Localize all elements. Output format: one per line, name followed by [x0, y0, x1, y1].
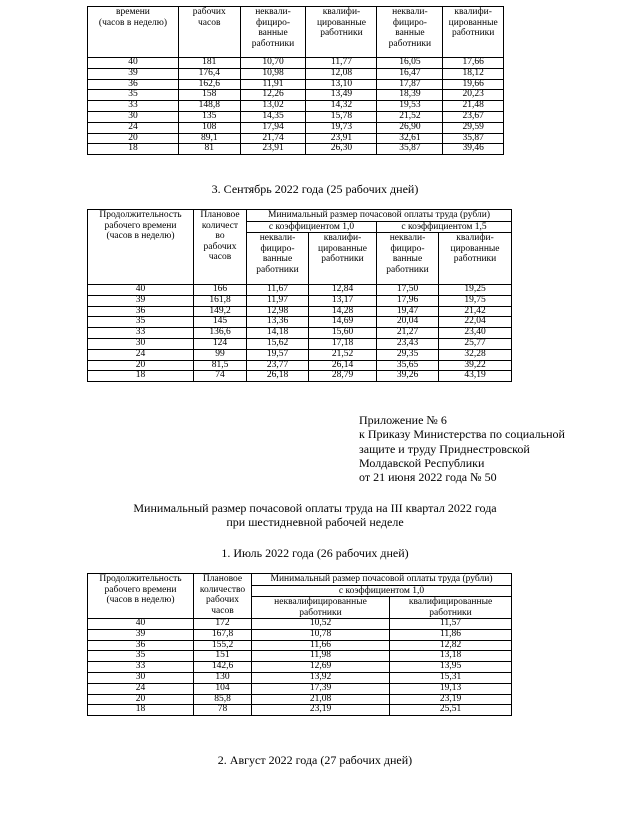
- appendix-note: [359, 413, 599, 484]
- table-row: [88, 79, 504, 90]
- table-cell: 23,19: [390, 694, 512, 705]
- table-cell: 20,23: [443, 90, 504, 101]
- table-cell: 14,28: [309, 306, 377, 317]
- table-row: [88, 349, 512, 360]
- table-cell: 23,77: [247, 360, 309, 371]
- header-coef-1-5: с коэффициентом 1,5: [377, 221, 512, 233]
- table-row: [88, 338, 512, 349]
- table-cell: 104: [194, 683, 252, 694]
- table-cell: 13,92: [252, 672, 390, 683]
- table-cell: 40: [88, 58, 179, 69]
- table-cell: 162,6: [178, 79, 240, 90]
- table-row: [88, 90, 504, 101]
- table-row: [88, 295, 512, 306]
- table-cell: 23,19: [252, 705, 390, 716]
- table-cell: 85,8: [194, 694, 252, 705]
- header-qualified-1: квалифи- цированные работники: [309, 233, 377, 285]
- table-cell: 19,66: [443, 79, 504, 90]
- table-row: [88, 672, 512, 683]
- table-cell: 18: [88, 144, 179, 155]
- table-cell: 30: [88, 111, 179, 122]
- table-july-sixday: [87, 573, 512, 716]
- section-heading-august: 2. Август 2022 года (27 рабочих дней): [217, 753, 413, 767]
- table-cell: 20: [88, 694, 194, 705]
- table-cell: 155,2: [194, 640, 252, 651]
- table-cell: 99: [194, 349, 247, 360]
- table-cell: 135: [178, 111, 240, 122]
- table-cell: 11,91: [240, 79, 306, 90]
- table-cell: 167,8: [194, 629, 252, 640]
- table-cell: 18,39: [377, 90, 443, 101]
- table-cell: 21,48: [443, 101, 504, 112]
- table-cell: 13,18: [390, 651, 512, 662]
- table-cell: 39,22: [439, 360, 512, 371]
- appendix-line: Молдавской Республики: [359, 455, 485, 470]
- table-row: [88, 619, 512, 630]
- table-cell: 21,52: [377, 111, 443, 122]
- table-row: [88, 58, 504, 69]
- table-cell: 17,87: [377, 79, 443, 90]
- table-cell: 176,4: [178, 68, 240, 79]
- table-row: [88, 122, 504, 133]
- table-cell: 12,82: [390, 640, 512, 651]
- table-cell: 20,04: [377, 317, 439, 328]
- table-cell: 43,19: [439, 371, 512, 382]
- table-cell: 30: [88, 672, 194, 683]
- table-cell: 108: [178, 122, 240, 133]
- table-row: [88, 705, 512, 716]
- appendix-line: защите и труду Приднестровской: [359, 441, 530, 456]
- table-cell: 23,91: [306, 133, 377, 144]
- table-cell: 19,75: [439, 295, 512, 306]
- header-hours: рабочих часов: [178, 7, 240, 58]
- header-min-rate: Минимальный размер почасовой оплаты труда (рубли): [252, 574, 512, 586]
- table-cell: 166: [194, 285, 247, 296]
- table-cell: 29,35: [377, 349, 439, 360]
- table-cell: 172: [194, 619, 252, 630]
- header-unqualified-1: неквали- фициро- ванные работники: [240, 7, 306, 58]
- table-cell: 39: [88, 295, 194, 306]
- table-cell: 13,02: [240, 101, 306, 112]
- table-cell: 17,66: [443, 58, 504, 69]
- table-cell: 18: [88, 705, 194, 716]
- appendix-line: к Приказу Министерства по социальной: [359, 427, 565, 442]
- table-row: [88, 360, 512, 371]
- table-cell: 81: [178, 144, 240, 155]
- table-cell: 26,14: [309, 360, 377, 371]
- header-duration: времени (часов в неделю): [88, 7, 179, 58]
- appendix-line: от 21 июня 2022 года № 50: [359, 470, 497, 485]
- table-row: [88, 629, 512, 640]
- table-cell: 151: [194, 651, 252, 662]
- header-unqualified-15: неквали- фициро- ванные работники: [377, 7, 443, 58]
- table-cell: 20: [88, 360, 194, 371]
- table-cell: 145: [194, 317, 247, 328]
- table-cell: 74: [194, 371, 247, 382]
- section-heading-july: 1. Июль 2022 года (26 рабочих дней): [221, 546, 409, 560]
- table-cell: 33: [88, 101, 179, 112]
- table-cell: 35: [88, 651, 194, 662]
- table-cell: 23,91: [240, 144, 306, 155]
- table-cell: 35,87: [377, 144, 443, 155]
- table-cell: 130: [194, 672, 252, 683]
- table-cell: 20: [88, 133, 179, 144]
- table-cell: 19,47: [377, 306, 439, 317]
- table-cell: 26,18: [247, 371, 309, 382]
- table-cell: 35: [88, 317, 194, 328]
- table-cell: 40: [88, 619, 194, 630]
- table-cell: 32,28: [439, 349, 512, 360]
- table-cell: 40: [88, 285, 194, 296]
- table-cell: 19,13: [390, 683, 512, 694]
- document-title-line2: при шестидневной рабочей неделе: [226, 515, 404, 529]
- table-cell: 19,25: [439, 285, 512, 296]
- document-title-line1: Минимальный размер почасовой оплаты труда на III квартал 2022 года: [133, 501, 497, 515]
- table-cell: 36: [88, 306, 194, 317]
- header-qualified-15: квалифи- цированные работники: [439, 233, 512, 285]
- table-row: [88, 285, 512, 296]
- appendix-line: Приложение № 6: [359, 413, 447, 427]
- header-unqualified: неквалифицированные работники: [252, 597, 390, 619]
- table-cell: 15,60: [309, 328, 377, 339]
- table-cell: 30: [88, 338, 194, 349]
- table-row: [88, 68, 504, 79]
- table-cell: 15,78: [306, 111, 377, 122]
- header-qualified-1: квалифи- цированные работники: [306, 7, 377, 58]
- table-cell: 26,90: [377, 122, 443, 133]
- table-cell: 15,62: [247, 338, 309, 349]
- table-row: [88, 694, 512, 705]
- table-row: [88, 640, 512, 651]
- document-title: [0, 501, 630, 529]
- table-row: [88, 651, 512, 662]
- table-cell: 39,46: [443, 144, 504, 155]
- table-row: [88, 317, 512, 328]
- table-cell: 11,97: [247, 295, 309, 306]
- table-cell: 23,67: [443, 111, 504, 122]
- table-cell: 12,98: [247, 306, 309, 317]
- table-cell: 23,40: [439, 328, 512, 339]
- table-row: [88, 371, 512, 382]
- table-row: [88, 144, 504, 155]
- table-cell: 10,98: [240, 68, 306, 79]
- table-cell: 149,2: [194, 306, 247, 317]
- table-cell: 35,87: [443, 133, 504, 144]
- table-cell: 78: [194, 705, 252, 716]
- header-duration: Продолжительность рабочего времени (часов в неделю): [88, 574, 194, 619]
- table-cell: 11,98: [252, 651, 390, 662]
- table-cell: 25,51: [390, 705, 512, 716]
- table-cell: 15,31: [390, 672, 512, 683]
- table-cell: 13,10: [306, 79, 377, 90]
- table-cell: 36: [88, 79, 179, 90]
- table-cell: 29,59: [443, 122, 504, 133]
- table-cell: 22,04: [439, 317, 512, 328]
- header-unqualified-1: неквали- фициро- ванные работники: [247, 233, 309, 285]
- table-august-sixday-continued: [87, 6, 504, 155]
- table-cell: 26,30: [306, 144, 377, 155]
- table-cell: 17,94: [240, 122, 306, 133]
- table-cell: 14,18: [247, 328, 309, 339]
- table-cell: 18,12: [443, 68, 504, 79]
- table-cell: 11,67: [247, 285, 309, 296]
- table-cell: 11,57: [390, 619, 512, 630]
- table-cell: 21,27: [377, 328, 439, 339]
- table-cell: 36: [88, 640, 194, 651]
- table-row: [88, 111, 504, 122]
- table-september-sixday: [87, 209, 512, 382]
- table-cell: 19,73: [306, 122, 377, 133]
- table-cell: 32,61: [377, 133, 443, 144]
- header-qualified-15: квалифи- цированные работники: [443, 7, 504, 58]
- table-cell: 158: [178, 90, 240, 101]
- header-duration: Продолжительность рабочего времени (часов в неделю): [88, 210, 194, 285]
- table-cell: 39,26: [377, 371, 439, 382]
- table-cell: 17,50: [377, 285, 439, 296]
- header-min-rate: Минимальный размер почасовой оплаты труда (рубли): [247, 210, 512, 222]
- table2-body: [88, 285, 512, 382]
- table-cell: 19,53: [377, 101, 443, 112]
- table-cell: 21,52: [309, 349, 377, 360]
- table-cell: 28,79: [309, 371, 377, 382]
- table-cell: 12,69: [252, 662, 390, 673]
- header-unqualified-15: неквали- фициро- ванные работники: [377, 233, 439, 285]
- table-cell: 39: [88, 629, 194, 640]
- table-cell: 10,70: [240, 58, 306, 69]
- table-cell: 18: [88, 371, 194, 382]
- table-cell: 35: [88, 90, 179, 101]
- table1-body: [88, 58, 504, 155]
- table-cell: 25,77: [439, 338, 512, 349]
- table-cell: 24: [88, 122, 179, 133]
- table-cell: 23,43: [377, 338, 439, 349]
- table-row: [88, 101, 504, 112]
- table-cell: 14,69: [309, 317, 377, 328]
- table-cell: 14,35: [240, 111, 306, 122]
- table-cell: 17,96: [377, 295, 439, 306]
- table-cell: 12,08: [306, 68, 377, 79]
- table-cell: 124: [194, 338, 247, 349]
- table-row: [88, 683, 512, 694]
- table-cell: 161,8: [194, 295, 247, 306]
- table-cell: 10,78: [252, 629, 390, 640]
- table-cell: 17,39: [252, 683, 390, 694]
- table-cell: 13,49: [306, 90, 377, 101]
- table-cell: 181: [178, 58, 240, 69]
- table-cell: 81,5: [194, 360, 247, 371]
- table-cell: 12,26: [240, 90, 306, 101]
- header-qualified: квалифицированные работники: [390, 597, 512, 619]
- table-cell: 39: [88, 68, 179, 79]
- table-cell: 13,95: [390, 662, 512, 673]
- table-cell: 35,65: [377, 360, 439, 371]
- table-cell: 89,1: [178, 133, 240, 144]
- table-cell: 16,47: [377, 68, 443, 79]
- table-cell: 14,32: [306, 101, 377, 112]
- header-coef-1-0: с коэффициентом 1,0: [252, 585, 512, 597]
- table3-body: [88, 619, 512, 716]
- table-cell: 11,86: [390, 629, 512, 640]
- header-coef-1-0: с коэффициентом 1,0: [247, 221, 377, 233]
- table-cell: 16,05: [377, 58, 443, 69]
- section-heading-september: 3. Сентябрь 2022 года (25 рабочих дней): [211, 182, 419, 196]
- table-cell: 10,52: [252, 619, 390, 630]
- table-cell: 13,36: [247, 317, 309, 328]
- header-hours: Плановое количест во рабочих часов: [194, 210, 247, 285]
- table-cell: 33: [88, 328, 194, 339]
- table-cell: 17,18: [309, 338, 377, 349]
- table-cell: 21,42: [439, 306, 512, 317]
- table-row: [88, 133, 504, 144]
- table-cell: 11,66: [252, 640, 390, 651]
- table-cell: 136,6: [194, 328, 247, 339]
- table-cell: 19,57: [247, 349, 309, 360]
- table-cell: 148,8: [178, 101, 240, 112]
- table-cell: 24: [88, 683, 194, 694]
- header-hours: Плановое количество рабочих часов: [194, 574, 252, 619]
- table-cell: 11,77: [306, 58, 377, 69]
- table-cell: 21,08: [252, 694, 390, 705]
- table-cell: 12,84: [309, 285, 377, 296]
- table-cell: 13,17: [309, 295, 377, 306]
- table-cell: 21,74: [240, 133, 306, 144]
- table-row: [88, 328, 512, 339]
- table-row: [88, 306, 512, 317]
- table-cell: 24: [88, 349, 194, 360]
- table-cell: 142,6: [194, 662, 252, 673]
- table-cell: 33: [88, 662, 194, 673]
- table-row: [88, 662, 512, 673]
